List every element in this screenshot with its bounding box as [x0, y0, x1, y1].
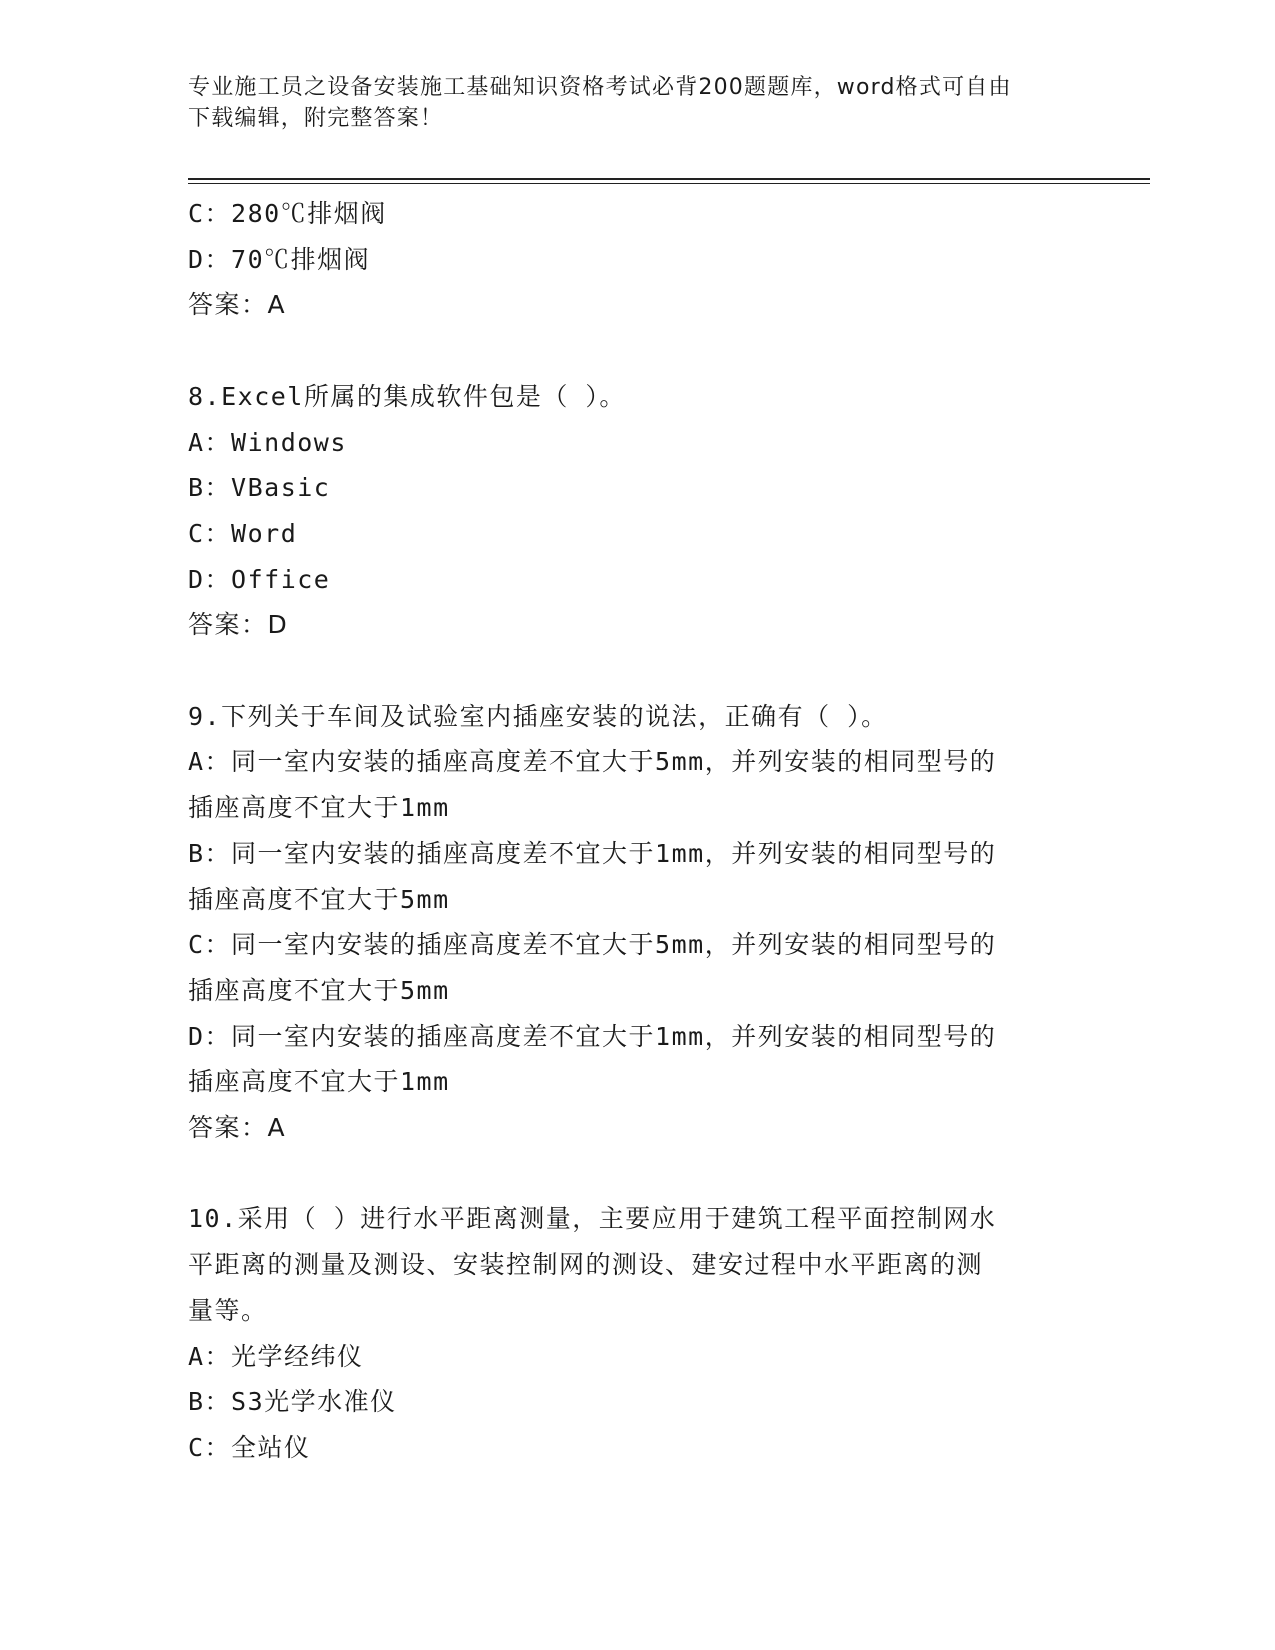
- question-8-block: [188, 374, 1088, 648]
- question-9-option-a-line-1: A：同一室内安装的插座高度差不宜大于5mm，并列安装的相同型号的: [188, 747, 997, 777]
- question-9-answer: 答案：A: [188, 1113, 287, 1143]
- question-9-option-c-line-1: C：同一室内安装的插座高度差不宜大于5mm，并列安装的相同型号的: [188, 930, 997, 960]
- spacer: [188, 648, 1088, 694]
- question-7-answer: 答案：A: [188, 290, 287, 320]
- question-8-option-a: A：Windows: [188, 427, 347, 457]
- question-10-option-a: A：光学经纬仪: [188, 1341, 364, 1371]
- header-title-line-2: 下载编辑，附完整答案！: [188, 106, 444, 131]
- question-10-text-line-1: 10.采用（ ）进行水平距离测量，主要应用于建筑工程平面控制网水: [188, 1204, 997, 1234]
- spacer: [188, 1151, 1088, 1197]
- question-10-text-line-2: 平距离的测量及测设、安装控制网的测设、建安过程中水平距离的测: [188, 1250, 984, 1280]
- header-title-line-1: 专业施工员之设备安装施工基础知识资格考试必背200题题库，word格式可自由: [188, 75, 1012, 100]
- document-header: [188, 72, 1078, 134]
- question-8-answer: 答案：D: [188, 610, 289, 640]
- question-10-text-line-3: 量等。: [188, 1295, 268, 1325]
- header-divider-thin: [188, 183, 1150, 184]
- question-8-option-c: C：Word: [188, 518, 298, 548]
- question-7-option-d: D：70℃排烟阀: [188, 244, 371, 274]
- question-7-option-c: C：280℃排烟阀: [188, 199, 387, 228]
- question-10-option-b: B：S3光学水准仪: [188, 1387, 397, 1417]
- question-8-option-d: D：Office: [188, 564, 331, 594]
- question-content: [188, 191, 1088, 1471]
- question-9-option-b-line-2: 插座高度不宜大于5mm: [188, 884, 450, 914]
- question-9-text: 9.下列关于车间及试验室内插座安装的说法，正确有（ ）。: [188, 701, 888, 731]
- question-9-option-c-line-2: 插座高度不宜大于5mm: [188, 975, 450, 1005]
- header-divider-thick: [188, 178, 1150, 180]
- question-9-option-a-line-2: 插座高度不宜大于1mm: [188, 793, 450, 823]
- question-8-text: 8.Excel所属的集成软件包是（ ）。: [188, 381, 626, 411]
- question-9-option-d-line-2: 插座高度不宜大于1mm: [188, 1067, 450, 1097]
- question-8-option-b: B：VBasic: [188, 473, 331, 503]
- question-9-option-d-line-1: D：同一室内安装的插座高度差不宜大于1mm，并列安装的相同型号的: [188, 1021, 997, 1051]
- question-9-option-b-line-1: B：同一室内安装的插座高度差不宜大于1mm，并列安装的相同型号的: [188, 838, 997, 868]
- question-7-block: [188, 191, 1088, 328]
- spacer: [188, 328, 1088, 374]
- question-9-block: [188, 694, 1088, 1151]
- question-10-block: [188, 1196, 1088, 1470]
- question-10-option-c: C：全站仪: [188, 1432, 311, 1462]
